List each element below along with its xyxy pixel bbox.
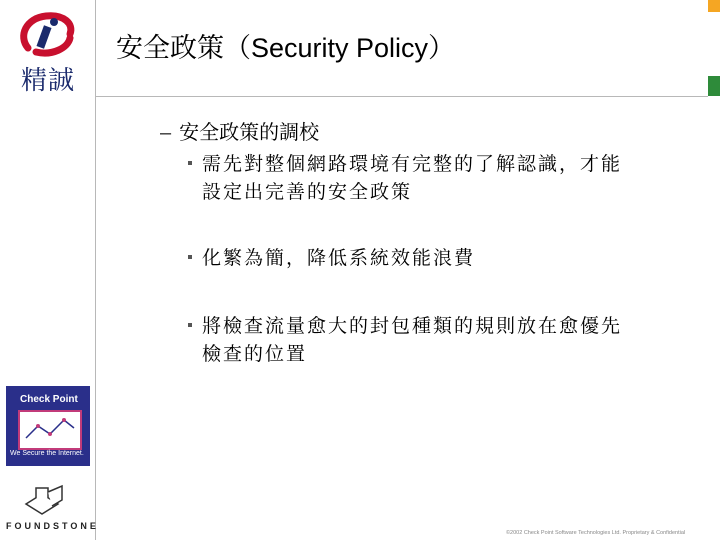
foundstone-logo-icon <box>22 484 68 518</box>
footer-copyright: ©2002 Check Point Software Technologies Ltd. Proprietary & Confidential <box>506 530 686 536</box>
orange-accent-square <box>708 0 720 12</box>
bullet-item <box>188 150 698 206</box>
foundstone-name: FOUNDSTONE <box>6 521 99 531</box>
logo-text: 精誠 <box>20 66 75 96</box>
section-heading <box>160 116 319 145</box>
bullet-dot-icon <box>188 323 192 327</box>
checkpoint-tagline: We Secure the Internet. <box>10 450 84 457</box>
title-chinese: 安全政策 <box>116 33 224 64</box>
dash-marker: – <box>160 122 172 144</box>
checkpoint-name: Check Point <box>20 394 78 405</box>
bullet-dot-icon <box>188 255 192 259</box>
header-divider <box>96 96 708 97</box>
vertical-divider <box>95 0 96 540</box>
checkpoint-screen-icon <box>18 410 82 450</box>
bullet-text-continued: 檢查的位置 <box>202 343 308 365</box>
bullet-text: 將檢查流量愈大的封包種類的規則放在愈優先 <box>202 315 623 337</box>
green-accent-square <box>708 76 720 96</box>
bullet-item <box>188 312 698 368</box>
logo-mark-icon <box>8 8 88 64</box>
page-title <box>116 26 455 65</box>
bullet-text: 化繁為簡，降低系統效能浪費 <box>202 247 476 269</box>
bullet-text-continued: 設定出完善的安全政策 <box>202 181 413 203</box>
section-heading-text: 安全政策的調校 <box>179 120 320 144</box>
checkpoint-logo <box>6 386 90 466</box>
bullet-text: 需先對整個網路環境有完整的了解認識，才能 <box>202 153 623 175</box>
bullet-dot-icon <box>188 161 192 165</box>
bullet-item <box>188 244 698 272</box>
title-english: （Security Policy） <box>224 33 456 63</box>
